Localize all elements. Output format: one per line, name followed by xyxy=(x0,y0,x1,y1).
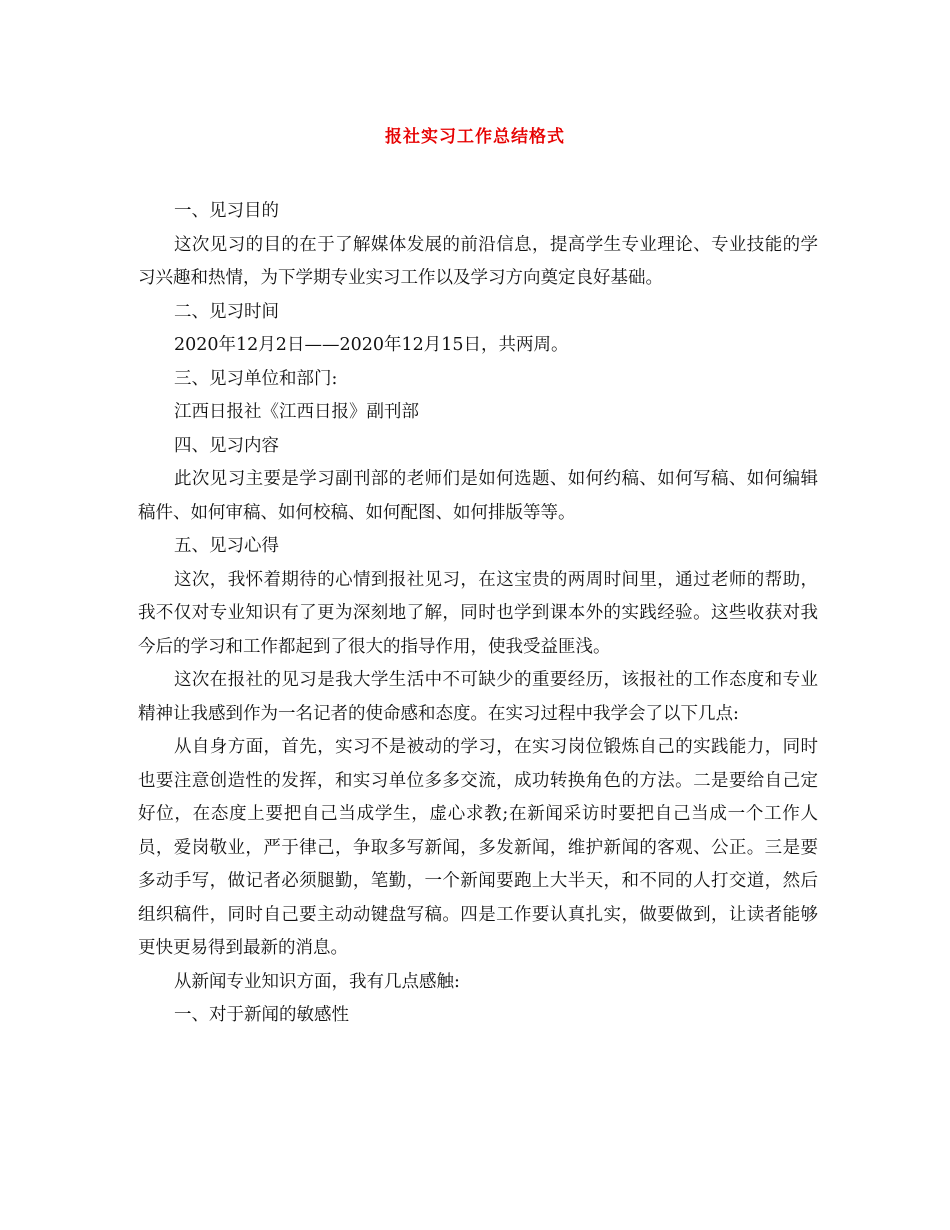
paragraph-experience-1: 这次，我怀着期待的心情到报社见习，在这宝贵的两周时间里，通过老师的帮助，我不仅对专业知识有了更为深刻地了解，同时也学到课本外的实践经验。这些收获对我今后的学习和工作都起到了很大的指导作用，使我受益匪浅。 xyxy=(138,569,818,657)
section-heading-content: 四、见习内容 xyxy=(174,435,279,456)
paragraph-content: 此次见习主要是学习副刊部的老师们是如何选题、如何约稿、如何写稿、如何编辑稿件、如何审稿、如何校稿、如何配图、如何排版等等。 xyxy=(138,469,818,523)
section-heading-time: 二、见习时间 xyxy=(174,301,279,322)
section-heading-unit: 三、见习单位和部门: xyxy=(174,368,338,389)
paragraph-experience-2: 这次在报社的见习是我大学生活中不可缺少的重要经历，该报社的工作态度和专业精神让我感到作为一名记者的使命感和态度。在实习过程中我学会了以下几点: xyxy=(138,670,818,724)
section-heading-experience: 五、见习心得 xyxy=(174,536,279,556)
paragraph-experience-3: 从自身方面，首先，实习不是被动的学习，在实习岗位锻炼自己的实践能力，同时也要注意创造性的发挥，和实习单位多多交流，成功转换角色的方法。二是要给自己定好位，在态度上要把自己当成学生，虚心求教;在新闻采访时要把自己当成一个工作人员，爱岗敬业，严于律己，争取多写新闻，多发新闻，维护新闻的客观、公正。三是要多动手写，做记者必须腿勤，笔勤，一个新闻要跑上大半天，和不同的人打交道，然后组织稿件，同时自己要主动动键盘写稿。四是工作要认真扎实，做要做到，让读者能够更快更易得到最新的消息。 xyxy=(138,737,818,958)
document-title: 报社实习工作总结格式 xyxy=(385,127,565,147)
document-body xyxy=(138,195,818,1033)
paragraph-news-knowledge: 从新闻专业知识方面，我有几点感触: xyxy=(174,971,460,992)
paragraph-purpose: 这次见习的目的在于了解媒体发展的前沿信息，提高学生专业理论、专业技能的学习兴趣和热情，为下学期专业实习工作以及学习方向奠定良好基础。 xyxy=(138,234,818,288)
paragraph-time: 2020年12月2日——2020年12月15日，共两周。 xyxy=(174,335,569,355)
paragraph-unit: 江西日报社《江西日报》副刊部 xyxy=(174,402,419,422)
section-heading-news-sensitivity: 一、对于新闻的敏感性 xyxy=(174,1005,349,1025)
section-heading-purpose: 一、见习目的 xyxy=(174,201,279,221)
